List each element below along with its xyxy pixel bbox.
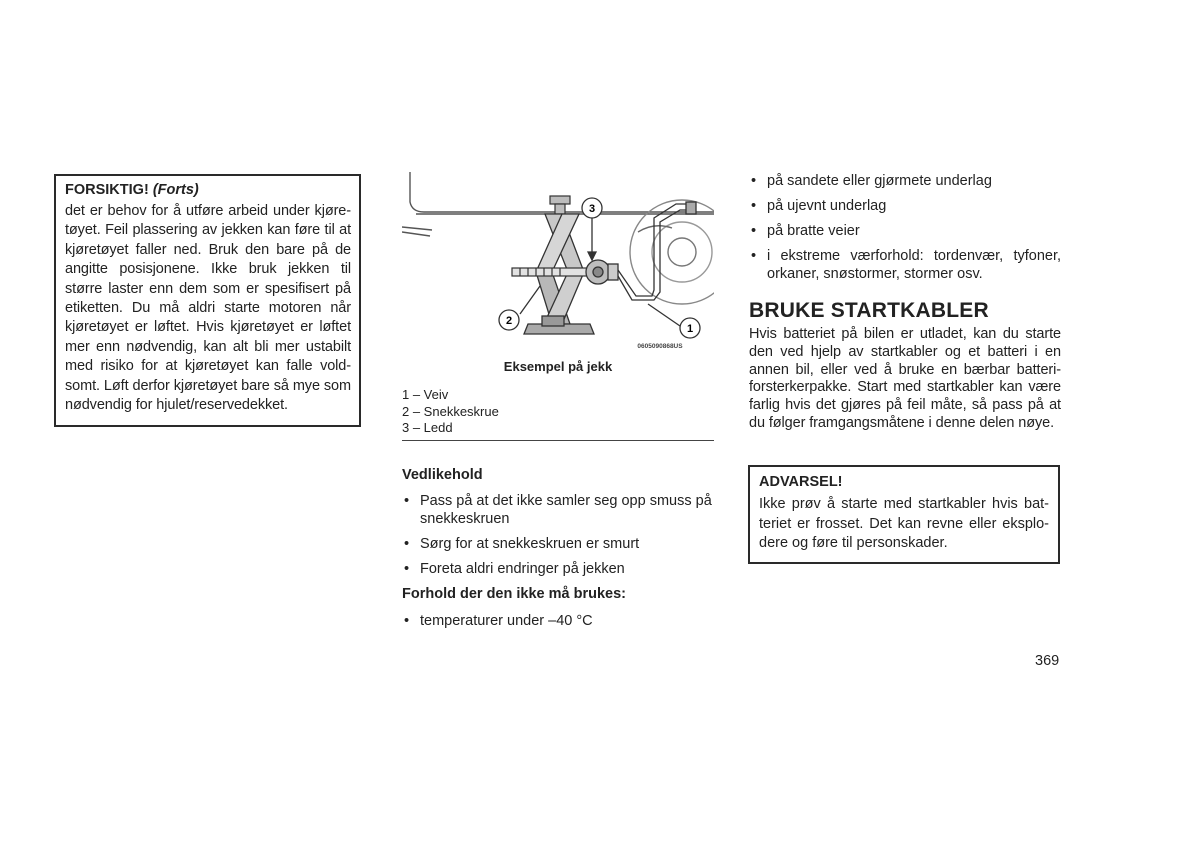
jack-figure bbox=[402, 172, 714, 352]
figure-caption: Eksempel på jekk bbox=[503, 359, 613, 374]
conditions-list-part2 bbox=[749, 172, 1061, 290]
list-item-text: Pass på at det ikke samler seg opp smuss på snekkeskruen bbox=[420, 493, 712, 527]
scissor-jack-illustration bbox=[402, 172, 714, 352]
section-body: Hvis batteriet på bilen er utladet, kan du starte den ved hjelp av startkabler og et batteri i en annen bil, eller ved å bruke en bærbar batteri-forsterkerpakke. Start med startkabler kan være farlig hvis det gjøres på feil måte, så pass på at du følger framgangsmåtene i denne delen nøye. bbox=[749, 326, 1061, 431]
conditions-heading: Forhold der den ikke må brukes: bbox=[402, 586, 626, 602]
bullet: • bbox=[404, 613, 410, 629]
section-title: BRUKE STARTKABLER bbox=[749, 299, 989, 322]
figure-legend bbox=[402, 387, 499, 437]
bullet: • bbox=[404, 493, 410, 509]
warning-box bbox=[748, 465, 1060, 564]
list-item-text: på bratte veier bbox=[767, 223, 860, 239]
callout-1: 1 bbox=[686, 323, 694, 335]
legend-divider bbox=[402, 440, 714, 441]
figure-code: 0605090868US bbox=[637, 343, 683, 350]
list-item-text: Sørg for at snekkeskruen er smurt bbox=[420, 536, 640, 552]
caution-title-suffix: (Forts) bbox=[152, 182, 199, 198]
bullet: • bbox=[751, 198, 757, 214]
caution-box bbox=[54, 174, 361, 427]
conditions-list-part1 bbox=[402, 612, 720, 630]
bullet: • bbox=[751, 173, 757, 189]
bullet: • bbox=[751, 223, 757, 239]
maintenance-heading: Vedlikehold bbox=[402, 467, 483, 483]
callout-2: 2 bbox=[505, 315, 513, 327]
warning-title: ADVARSEL! bbox=[759, 474, 843, 490]
list-item bbox=[749, 222, 1061, 240]
caution-body: det er behov for å utføre arbeid under kjøre-tøyet. Feil plassering av jekken kan føre til at kjøretøyet faller ned. Bruk den bare på de angitte posisjonene. Ikke bruk jekken til større laster enn dem som er spesifisert på etiketten. Du må aldri starte motoren når kjøretøyet er løftet. Hvis kjøretøyet er løftet mer enn nødvendig, kan alt bli mer ustabilt med risiko for at kjøretøyet kan falle vold-somt. Løft derfor kjøretøyet bare så mye som nødvendig for hjulet/reservedekket. bbox=[65, 203, 351, 414]
list-item bbox=[749, 172, 1061, 190]
legend-item: 2 – Snekkeskrue bbox=[402, 403, 499, 419]
callout-3: 3 bbox=[588, 203, 596, 215]
list-item bbox=[749, 247, 1061, 283]
page-number: 369 bbox=[1035, 653, 1060, 669]
list-item-text: i ekstreme værforhold: tordenvær, tyfoner, orkaner, snøstormer, stormer osv. bbox=[767, 248, 1061, 282]
list-item bbox=[402, 560, 720, 578]
maintenance-list bbox=[402, 492, 720, 585]
list-item-text: på ujevnt underlag bbox=[767, 198, 887, 214]
legend-item: 3 – Ledd bbox=[402, 420, 453, 435]
list-item-text: temperaturer under –40 °C bbox=[420, 613, 593, 629]
list-item bbox=[749, 197, 1061, 215]
bullet: • bbox=[404, 536, 410, 552]
caution-title-label: FORSIKTIG! bbox=[65, 182, 149, 198]
bullet: • bbox=[751, 248, 757, 264]
list-item bbox=[402, 535, 720, 553]
legend-item: 1 – Veiv bbox=[402, 387, 449, 402]
list-item bbox=[402, 492, 720, 528]
warning-body: Ikke prøv å starte med startkabler hvis bat-teriet er frosset. Det kan revne eller eksplo-dere og føre til personskader. bbox=[759, 496, 1049, 552]
caution-title bbox=[65, 181, 351, 199]
list-item-text: Foreta aldri endringer på jekken bbox=[420, 561, 625, 577]
bullet: • bbox=[404, 561, 410, 577]
list-item-text: på sandete eller gjørmete underlag bbox=[767, 173, 992, 189]
list-item bbox=[402, 612, 720, 630]
